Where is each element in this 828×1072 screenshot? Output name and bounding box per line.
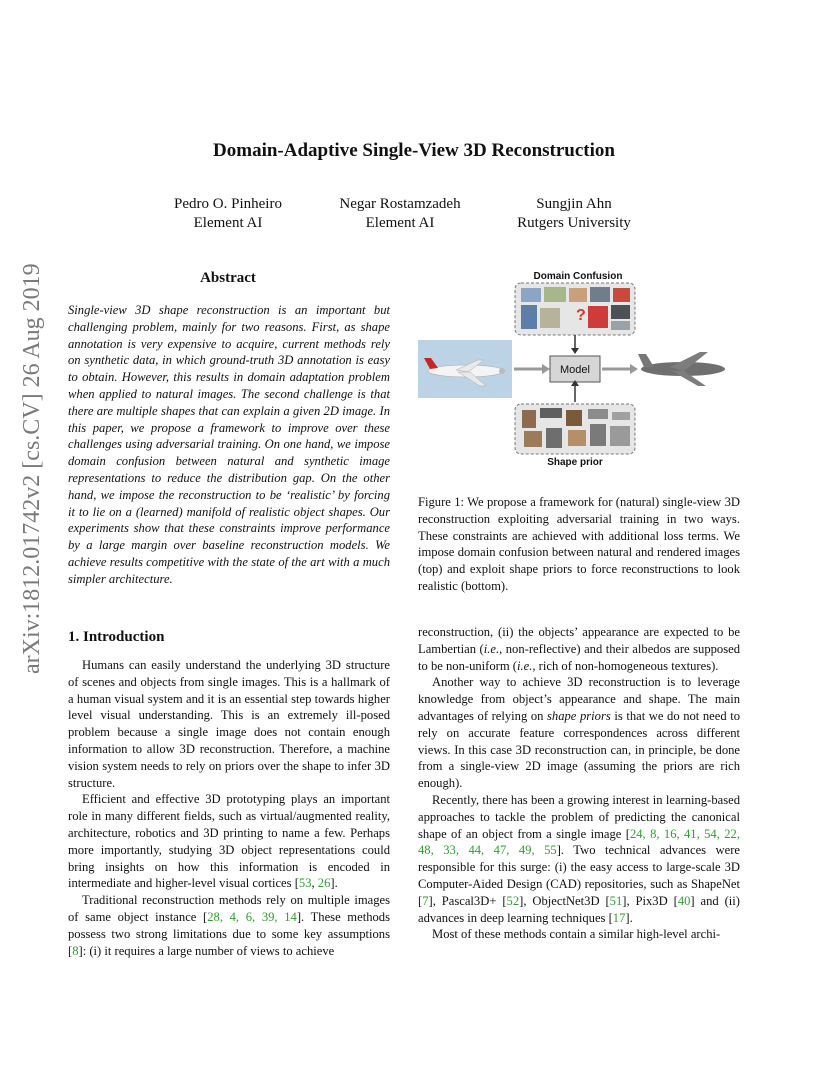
abstract-text bbox=[68, 302, 390, 588]
intro-right-column bbox=[418, 624, 740, 943]
text-span: ], ObjectNet3D [ bbox=[519, 893, 610, 908]
paper-title: Domain-Adaptive Single-View 3D Reconstruction bbox=[213, 140, 615, 161]
text-span: ]. Two technical advances were responsible for this surge: (i) the easy access to large-scale 3D Computer-Aided Design (CAD) repositories, such as ShapeNet [ bbox=[418, 843, 741, 908]
text-span: i.e. bbox=[483, 641, 500, 656]
right-paragraph-3 bbox=[418, 792, 740, 926]
intro-paragraph-2 bbox=[68, 791, 390, 892]
right-paragraph-4: Most of these methods contain a similar high-level archi- bbox=[432, 927, 721, 942]
author-affiliation: Rutgers University bbox=[517, 215, 631, 231]
text-span: Recently, there has been a growing interest in learning-based approaches to tackle the problem of predicting the canonical shape of an object from a single image [ bbox=[418, 792, 740, 841]
right-paragraph-1 bbox=[418, 624, 740, 674]
intro-paragraph-3 bbox=[68, 892, 390, 959]
author-name: Pedro O. Pinheiro bbox=[174, 196, 282, 212]
text-span: , rich of non-homogeneous textures). bbox=[532, 658, 719, 673]
citation-link[interactable]: 28, 4, 6, 39, 14 bbox=[207, 909, 297, 924]
citation-link[interactable]: 8 bbox=[72, 943, 79, 958]
voxel-airplane-icon bbox=[638, 352, 725, 386]
intro-paragraph-1: Humans can easily understand the underlying 3D structure of scenes and objects from single images. This is a hallmark of a human visual system and it is an essential step towards higher level visual understanding. This is an extremely ill-posed problem because a single image does not contain enough information to allow 3D reconstruction. Therefore, a machine vision system needs to rely on priors over the shape to infer 3D structure. bbox=[68, 658, 390, 790]
text-span: ]. bbox=[330, 876, 338, 891]
right-paragraph-2 bbox=[418, 674, 740, 792]
arxiv-stamp: arXiv:1812.01742v2 [cs.CV] 26 Aug 2019 bbox=[19, 263, 45, 674]
figure-caption: Figure 1: We propose a framework for (natural) single-view 3D reconstruction exploiting adversarial training in two ways. These constraints are achieved with additional loss terms. We impose domain confusion between natural and rendered images (top) and exploit shape priors to force reconstructions to look realistic (bottom). bbox=[418, 495, 740, 593]
figure-label-shape-prior: Shape prior bbox=[547, 457, 603, 468]
citation-link[interactable]: 24, 8, 16, 41, 54, 22, 48, 33, 44, 47, 49, 55 bbox=[418, 826, 740, 858]
text-span: Traditional reconstruction methods rely on multiple images of same object instance [ bbox=[68, 893, 390, 924]
section-heading-introduction: 1. Introduction bbox=[68, 629, 165, 645]
text-span: ], Pascal3D+ [ bbox=[428, 893, 507, 908]
citation-link[interactable]: 40 bbox=[677, 893, 691, 908]
text-span: is that we do not need to rely on accurate feature correspondences across different views. In this case 3D reconstruction can, in principle, be done from a single-view 2D image (assuming the priors are rich enough). bbox=[418, 708, 741, 791]
abstract-paragraph: Single-view 3D shape reconstruction is an important but challenging problem, mainly for two reasons. First, as shape annotation is very expensive to acquire, current methods rely on synthetic data, in which ground-truth 3D annotation is easy to obtain. However, this results in domain adaptation problem when applied to natural images. The second challenge is that there are multiple shapes that can explain a given 2D image. In this paper, we propose a framework to improve over these challenges using adversarial training. On one hand, we impose domain confusion between natural and synthetic image representations to reduce the distribution gap. On the other hand, we impose the reconstruction to be ‘realistic’ by forcing it to lie on a (learned) manifold of realistic object shapes. Our experiments show that these constraints improve performance by a large margin over baseline reconstruction models. We achieve results competitive with the state of the art with a much simpler architecture. bbox=[68, 303, 390, 586]
figure-diagram bbox=[418, 268, 740, 468]
text-span: ] and (ii) advances in deep learning techniques [ bbox=[418, 893, 740, 925]
citation-link[interactable]: 51 bbox=[609, 893, 623, 908]
intro-left-column bbox=[68, 657, 390, 959]
text-span: , non-reflective) and their albedos are supposed to be non-uniform ( bbox=[418, 641, 740, 673]
text-span: ]. These methods possess two strong limitations due to some key assumptions [ bbox=[68, 909, 390, 958]
author-3 bbox=[464, 195, 684, 233]
author-affiliation: Element AI bbox=[365, 215, 435, 231]
text-span: Another way to achieve 3D reconstruction is to leverage knowledge from object’s appearance and shape. The main advantages of relying on bbox=[418, 675, 740, 723]
citation-link[interactable]: 17 bbox=[612, 910, 626, 925]
text-span: i.e. bbox=[516, 658, 533, 673]
text-span: ]. bbox=[625, 910, 633, 925]
text-span: ]: (i) it requires a large number of views to achieve bbox=[78, 943, 335, 958]
figure-label-domain-confusion: Domain Confusion bbox=[533, 271, 623, 282]
text-span: , bbox=[311, 876, 318, 891]
citation-link[interactable]: 26 bbox=[317, 876, 331, 891]
question-mark-icon: ? bbox=[576, 307, 586, 324]
text-span: ], Pix3D [ bbox=[622, 893, 678, 908]
text-span: reconstruction, (ii) the objects’ appearance are expected to be Lambertian ( bbox=[418, 625, 740, 656]
text-span: shape priors bbox=[547, 708, 611, 723]
text-span: Efficient and effective 3D prototyping plays an important role in many different fields, such as virtual/augmented reality, architecture, robotics and 3D printing to name a few. Perhaps more importantly, studying 3D object representations could bring insights on how this information is encoded in intermediate and higher-level visual cortices [ bbox=[68, 792, 390, 891]
citation-link[interactable]: 7 bbox=[422, 893, 429, 908]
author-name: Negar Rostamzadeh bbox=[339, 196, 461, 212]
citation-link[interactable]: 53 bbox=[298, 876, 312, 891]
author-name: Sungjin Ahn bbox=[536, 196, 612, 212]
author-affiliation: Element AI bbox=[193, 215, 263, 231]
figure-1 bbox=[418, 268, 740, 468]
abstract-heading: Abstract bbox=[200, 270, 256, 286]
figure-label-model: Model bbox=[560, 364, 590, 376]
citation-link[interactable]: 52 bbox=[506, 893, 520, 908]
